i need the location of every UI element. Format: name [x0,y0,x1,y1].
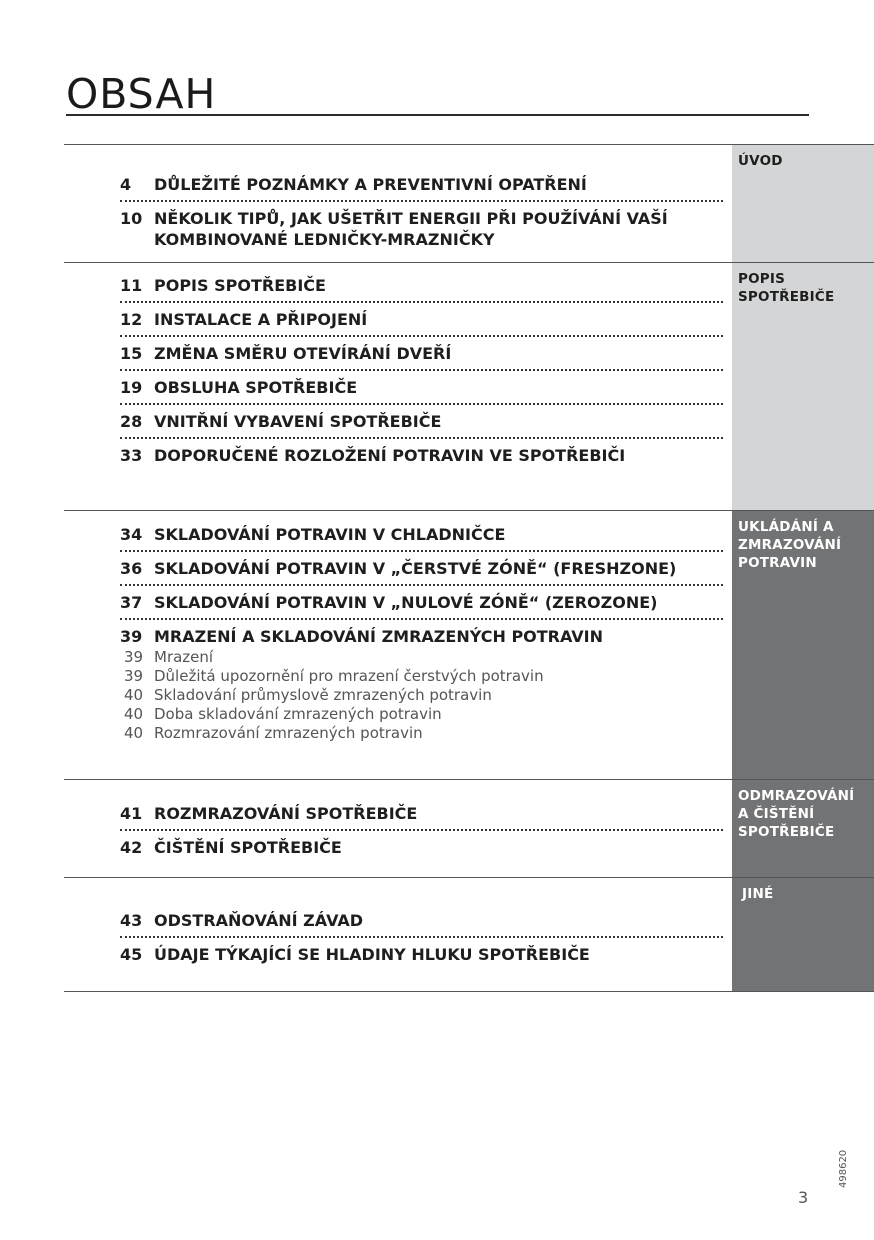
toc-entry[interactable] [120,269,723,303]
toc-entry-title: DOPORUČENÉ ROZLOŽENÍ POTRAVIN VE SPOTŘEBIČI [154,446,626,465]
toc-page-number: 39 [120,627,143,646]
toc-entry-title: ÚDAJE TÝKAJÍCÍ SE HLADINY HLUKU SPOTŘEBIČE [154,945,590,964]
toc-page-number: 36 [120,559,143,578]
toc-sub-page-number: 40 [124,705,144,723]
toc-entry-title: VNITŘNÍ VYBAVENÍ SPOTŘEBIČE [154,412,442,431]
toc-entry-title: POPIS SPOTŘEBIČE [154,276,326,295]
toc-entry-title: INSTALACE A PŘIPOJENÍ [154,310,368,329]
toc-page-number: 19 [120,378,143,397]
toc-page-number: 33 [120,446,143,465]
toc-entry[interactable] [120,938,723,970]
toc-entry[interactable] [120,439,723,471]
toc-subentry[interactable] [124,705,684,724]
toc-entry[interactable] [120,518,723,552]
toc-page-number: 45 [120,945,143,964]
toc-sub-title: Důležitá upozornění pro mrazení čerstvých potravin [154,667,544,685]
toc-page-number: 34 [120,525,143,544]
toc-entry-title: SKLADOVÁNÍ POTRAVIN V „ČERSTVÉ ZÓNĚ“ (FRESHZONE) [154,559,677,578]
toc-page-number: 11 [120,276,143,295]
toc-entry[interactable] [120,797,723,831]
section-tab-odmrazovani: ODMRAZOVÁNÍ A ČIŠTĚNÍ SPOTŘEBIČE [732,780,874,877]
toc-entry[interactable] [120,202,723,255]
page-title: OBSAH [66,70,217,118]
toc-entry-title: SKLADOVÁNÍ POTRAVIN V CHLADNIČCE [154,525,506,544]
toc-page-number: 15 [120,344,143,363]
section-jine [64,877,874,992]
section-tab-ukladani: UKLÁDÁNÍ A ZMRAZOVÁNÍ POTRAVIN [732,511,874,779]
toc-entry-title: SKLADOVÁNÍ POTRAVIN V „NULOVÉ ZÓNĚ“ (ZEROZONE) [154,593,658,612]
toc-entry-title: OBSLUHA SPOTŘEBIČE [154,378,358,397]
toc-entry[interactable] [120,168,723,202]
toc-page-number: 42 [120,838,143,857]
toc-sub-title: Rozmrazování zmrazených potravin [154,724,423,742]
toc-entry[interactable] [120,552,723,586]
section-tab-jine: JINÉ [732,878,874,991]
toc-sub-page-number: 40 [124,724,144,742]
toc-entry-title: ZMĚNA SMĚRU OTEVÍRÁNÍ DVEŘÍ [154,344,452,363]
toc-entry[interactable] [120,904,723,938]
section-popis [64,262,874,510]
toc-sub-title: Mrazení [154,648,214,666]
toc-entry-title: NĚKOLIK TIPŮ, JAK UŠETŘIT ENERGII PŘI POUŽÍVÁNÍ VAŠÍ KOMBINOVANÉ LEDNIČKY-MRAZNIČKY [154,209,668,249]
toc-entry[interactable] [120,371,723,405]
section-tab-uvod: ÚVOD [732,145,874,262]
section-ukladani [64,510,874,779]
section-uvod [64,144,874,262]
toc-sub-page-number: 39 [124,667,144,685]
toc-entry[interactable] [120,405,723,439]
section-odmrazovani [64,779,874,877]
toc-subentry[interactable] [124,724,684,743]
document-code [838,1149,852,1192]
toc-entry-title: ČIŠTĚNÍ SPOTŘEBIČE [154,838,342,857]
toc-entry[interactable] [120,586,723,620]
toc-page-number: 43 [120,911,143,930]
toc-entry-title: ROZMRAZOVÁNÍ SPOTŘEBIČE [154,804,418,823]
toc-subentry[interactable] [124,686,684,705]
toc-subentry[interactable] [124,667,684,686]
title-underline [66,114,809,116]
page-number: 3 [798,1188,809,1207]
toc-page-number: 4 [120,175,132,194]
toc-sub-page-number: 40 [124,686,144,704]
toc-sub-page-number: 39 [124,648,144,666]
toc-entry-title: MRAZENÍ A SKLADOVÁNÍ ZMRAZENÝCH POTRAVIN [154,627,604,646]
toc-page-number: 41 [120,804,143,823]
toc-entry[interactable] [120,337,723,371]
toc-entry-title: DŮLEŽITÉ POZNÁMKY A PREVENTIVNÍ OPATŘENÍ [154,175,587,194]
toc-entry[interactable] [120,831,723,863]
toc-sub-title: Doba skladování zmrazených potravin [154,705,442,723]
document-code-text: 498620 [838,1149,849,1188]
toc-page-number: 28 [120,412,143,431]
toc-entry[interactable] [120,303,723,337]
toc-page-number: 37 [120,593,143,612]
toc-sub-title: Skladování průmyslově zmrazených potravin [154,686,492,704]
section-tab-popis: POPIS SPOTŘEBIČE [732,263,874,510]
toc-subentry[interactable] [124,648,684,667]
toc-page-number: 12 [120,310,143,329]
toc-entry-title: ODSTRAŇOVÁNÍ ZÁVAD [154,911,364,930]
toc-page-number: 10 [120,209,143,228]
